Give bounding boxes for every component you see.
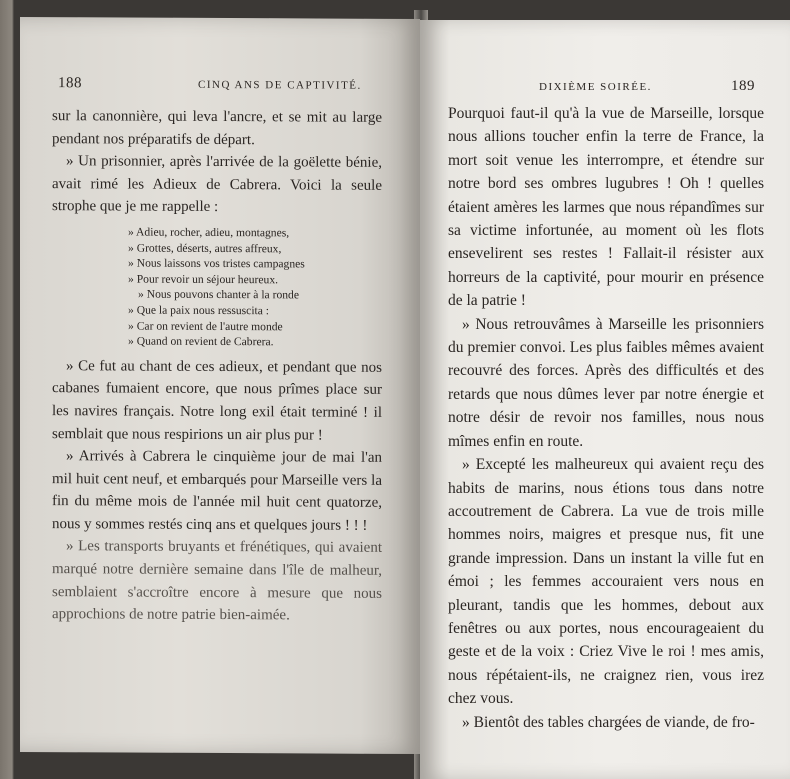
left-page-text (52, 105, 382, 628)
left-paragraph-4: » Arrivés à Cabrera le cinquième jour de mai l'an mil huit cent neuf, et embarqués pour Marseille vers la fin du même mois de l'année mil huit cent quatorze, nous y sommes restés cinq ans et quelques jours ! ! ! (52, 448, 382, 534)
verse-line: » Nous laissons vos tristes campagnes (128, 256, 305, 271)
poem-stanza (128, 224, 382, 350)
left-page (20, 17, 420, 754)
verse-line: » Car on revient de l'autre monde (128, 319, 283, 333)
left-page-header (58, 75, 378, 97)
left-paragraph-3: » Ce fut au chant de ces adieux, et pendant que nos cabanes fumaient encore, que nous prîmes place sur les navires français. Notre long exil était terminé ! il semblait que nous respirions un air plus pur ! (52, 357, 382, 444)
verse-line: » Adieu, rocher, adieu, montagnes, (128, 225, 290, 240)
verse-line: » Grottes, déserts, autres affreux, (128, 241, 282, 255)
left-running-title: CINQ ANS DE CAPTIVITÉ. (198, 78, 362, 92)
right-running-title: DIXIÈME SOIRÉE. (539, 81, 652, 93)
left-paragraph-2: » Un prisonnier, après l'arrivée de la goëlette bénie, avait rimé les Adieux de Cabrera. Voici la seule strophe que je me rappelle : (52, 153, 382, 216)
right-paragraph-2: » Nous retrouvâmes à Marseille les prisonniers du premier convoi. Les plus faibles mêmes avaient recouvré des forces. Après des difficultés et des retards que nous dûmes lever par notre énergie et notre désir de revoir nos familles, nous nous mîmes enfin en route. (448, 315, 764, 450)
right-paragraph-4: » Bientôt des tables chargées de viande, de fro- (462, 713, 755, 731)
right-paragraph-1: Pourquoi faut-il qu'à la vue de Marseille, lorsque nous allions toucher enfin la terre de France, la mort soit venue les interrompre, et étendre sur notre bord ses ombres lugubres ! Oh ! quelles étaient amères les larmes que nous répandîmes sur sa victime infortunée, au moment où les flots ensevelirent ses restes ! Fallait-il résister aux horreurs de la captivité, pour mourir en présence de la patrie ! (448, 105, 764, 310)
right-page-number: 189 (731, 78, 755, 94)
right-page-header (535, 78, 775, 98)
right-page (420, 20, 790, 779)
left-paragraph-1: sur la canonnière, qui leva l'ancre, et se mit au large pendant nos préparatifs de départ. (52, 108, 382, 148)
verse-line: » Pour revoir un séjour heureux. (128, 272, 279, 287)
verse-line: » Que la paix nous ressuscita : (128, 303, 270, 318)
right-page-text (448, 102, 764, 734)
verse-line: » Quand on revient de Cabrera. (128, 334, 274, 349)
left-page-number: 188 (58, 75, 82, 92)
left-paragraph-5: » Les transports bruyants et frénétiques, qui avaient marqué notre dernière semaine dans l'île de malheur, semblaient s'accroître encore à mesure que nous approchions de notre patrie bien-aimée. (52, 538, 382, 624)
right-paragraph-3: » Excepté les malheureux qui avaient reçu des habits de marins, nous étions tous dans notre accoutrement de Cabrera. La vue de trois mille hommes noirs, maigres et presque nus, fit une grande impression. Dans un instant la ville fut en émoi ; les femmes accouraient vers nous en pleurant, tandis que les hommes, debout aux fenêtres ou aux portes, nous encourageaient du geste et de la voix : Criez Vive le roi ! mes amis, nous répétaient-ils, ne craignez rien, vous irez chez vous. (448, 456, 764, 708)
verse-line: » Nous pouvons chanter à la ronde (138, 287, 299, 302)
